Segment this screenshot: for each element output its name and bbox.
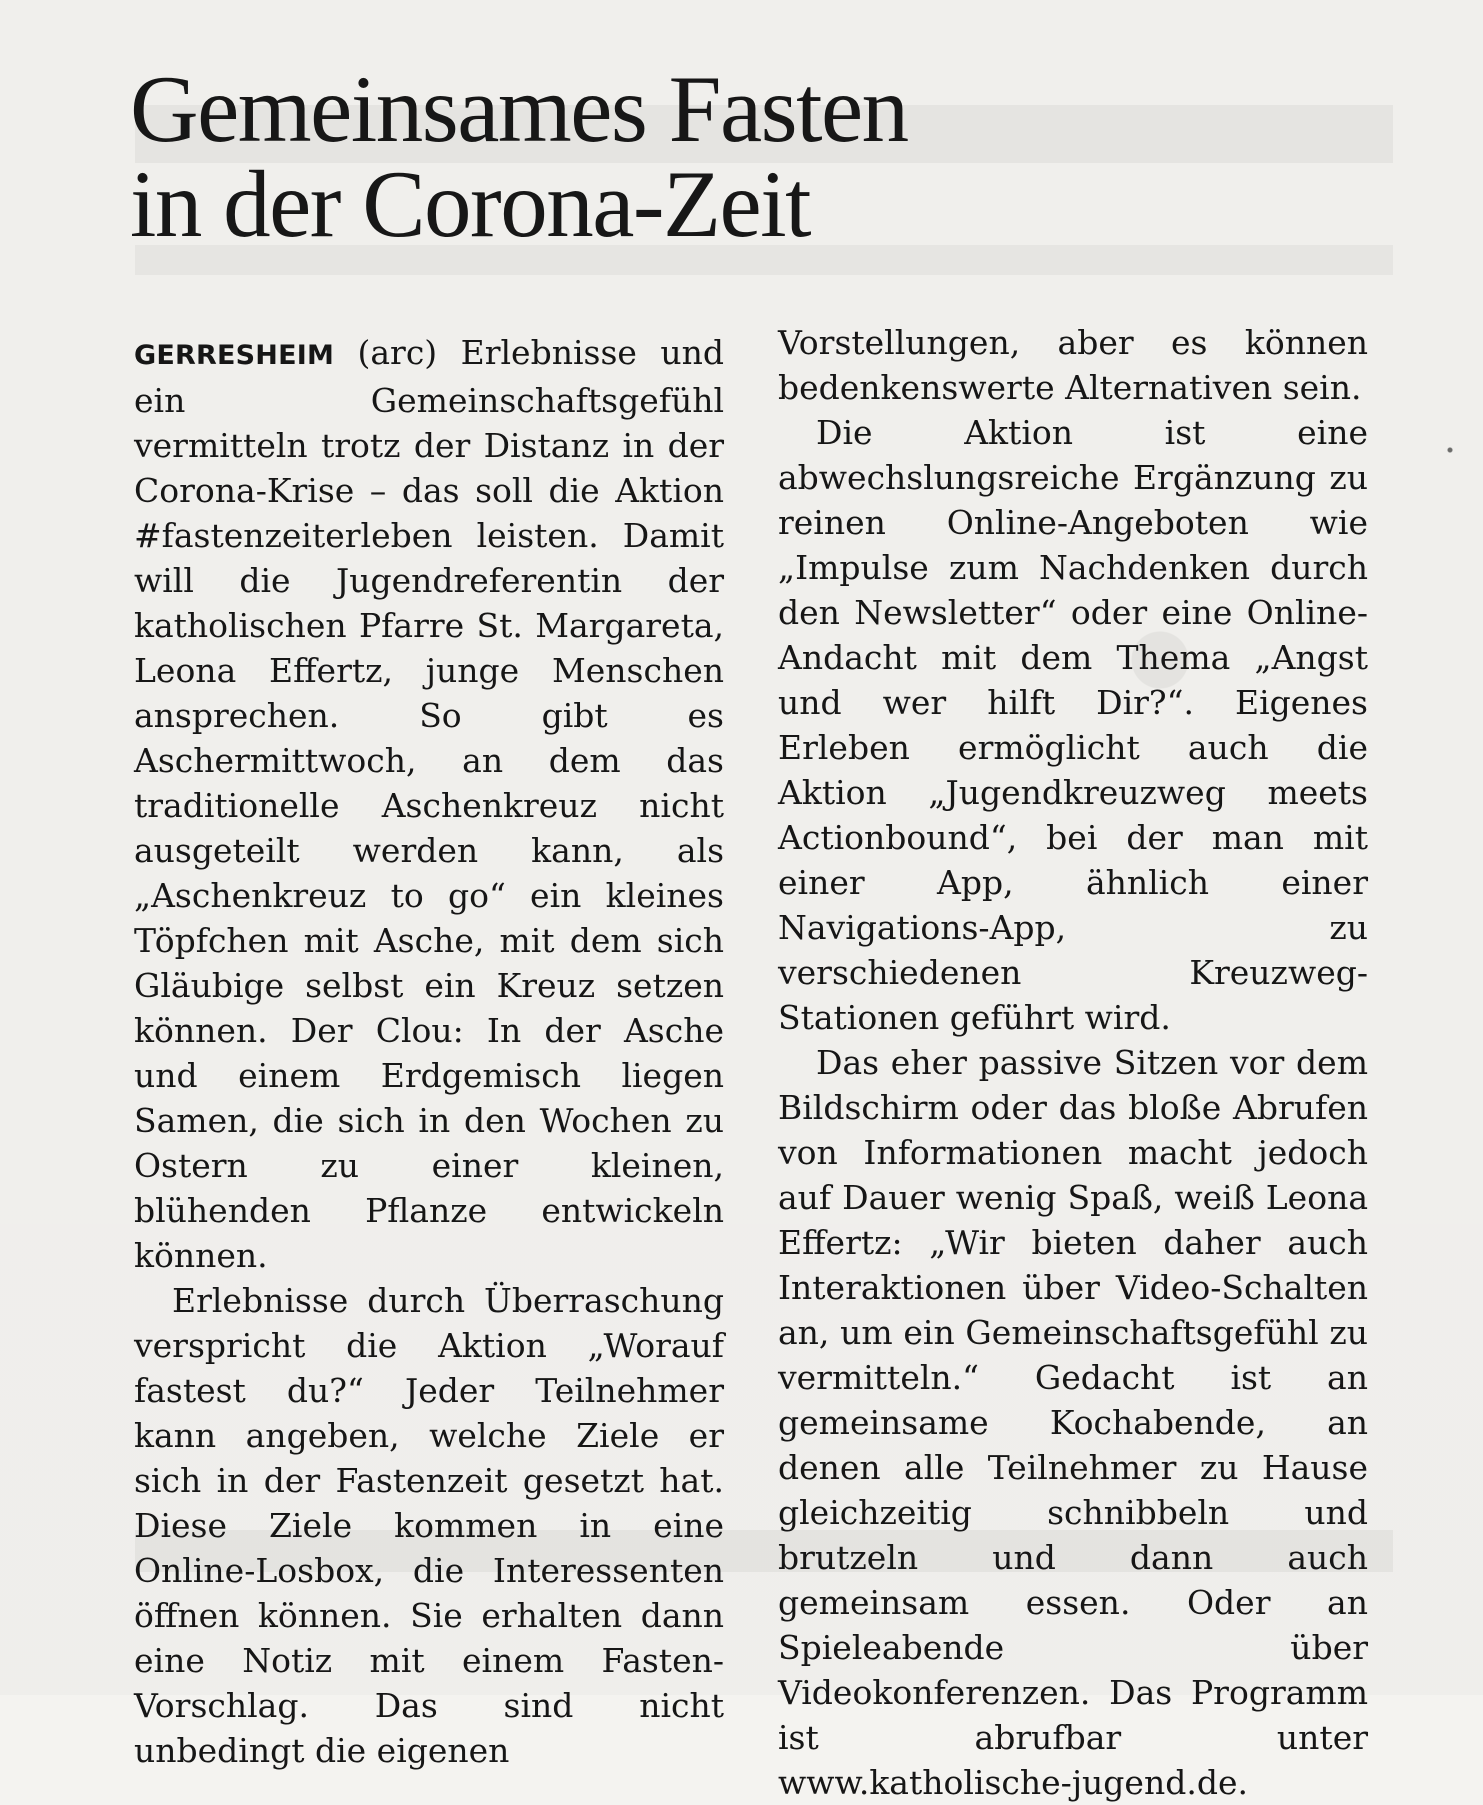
lead-paragraph-text: (arc) Erlebnisse und ein Gemeinschaftsgefühl vermitteln trotz der Distanz in der Corona-Krise – das soll die Aktion #fastenzeiterleben leisten. Damit will die Jugendreferentin der katholischen Pfarre St. Margareta, Leona Effertz, junge Menschen ansprechen. So gibt es Aschermittwoch, an dem das traditionelle Aschenkreuz nicht ausgeteilt werden kann, als „Aschenkreuz to go“ ein kleines Töpfchen mit Asche, mit dem sich Gläubige selbst ein Kreuz setzen können. Der Clou: In der Asche und einem Erdgemisch liegen Samen, die sich in den Wochen zu Ostern zu einer kleinen, blühenden Pflanze entwickeln können. <box>134 333 724 1275</box>
article-paragraph: Erlebnisse durch Überraschung verspricht die Aktion „Worauf fastest du?“ Jeder Teilnehmer kann angeben, welche Ziele er sich in der Fastenzeit gesetzt hat. Diese Ziele kommen in eine Online-Losbox, die Interessenten öffnen können. Sie erhalten dann eine Notiz mit einem Fasten-Vorschlag. Das sind nicht unbedingt die eigenen <box>134 1281 724 1770</box>
article-paragraph-continued: Vorstellungen, aber es können bedenkenswerte Alternativen sein. <box>778 323 1368 407</box>
dateline: GERRESHEIM <box>134 340 335 371</box>
headline-line-1: Gemeinsames Fasten <box>130 56 908 162</box>
article-paragraph: Die Aktion ist eine abwechslungsreiche Ergänzung zu reinen Online-Angeboten wie „Impulse zum Nachdenken durch den Newsletter“ oder eine Online-Andacht mit dem Thema „Angst und wer hilft Dir?“. Eigenes Erleben ermöglicht auch die Aktion „Jugendkreuzweg meets Actionbound“, bei der man mit einer App, ähnlich einer Navigations-App, zu verschiedenen Kreuzweg-Stationen geführt wird. <box>778 413 1368 1037</box>
headline-line-2: in der Corona-Zeit <box>130 151 810 257</box>
left-text-column <box>134 330 724 1773</box>
article-headline <box>130 56 1090 257</box>
right-text-column <box>778 320 1368 1805</box>
article-paragraph: Das eher passive Sitzen vor dem Bildschirm oder das bloße Abrufen von Informationen macht jedoch auf Dauer wenig Spaß, weiß Leona Effertz: „Wir bieten daher auch Interaktionen über Video-Schalten an, um ein Gemeinschaftsgefühl zu vermitteln.“ Gedacht ist an gemeinsame Kochabende, an denen alle Teilnehmer zu Hause gleichzeitig schnibbeln und brutzeln und dann auch gemeinsam essen. Oder an Spieleabende über Videokonferenzen. Das Programm ist abrufbar unter www.katholische-jugend.de. <box>778 1043 1368 1802</box>
lead-paragraph <box>134 330 724 1278</box>
